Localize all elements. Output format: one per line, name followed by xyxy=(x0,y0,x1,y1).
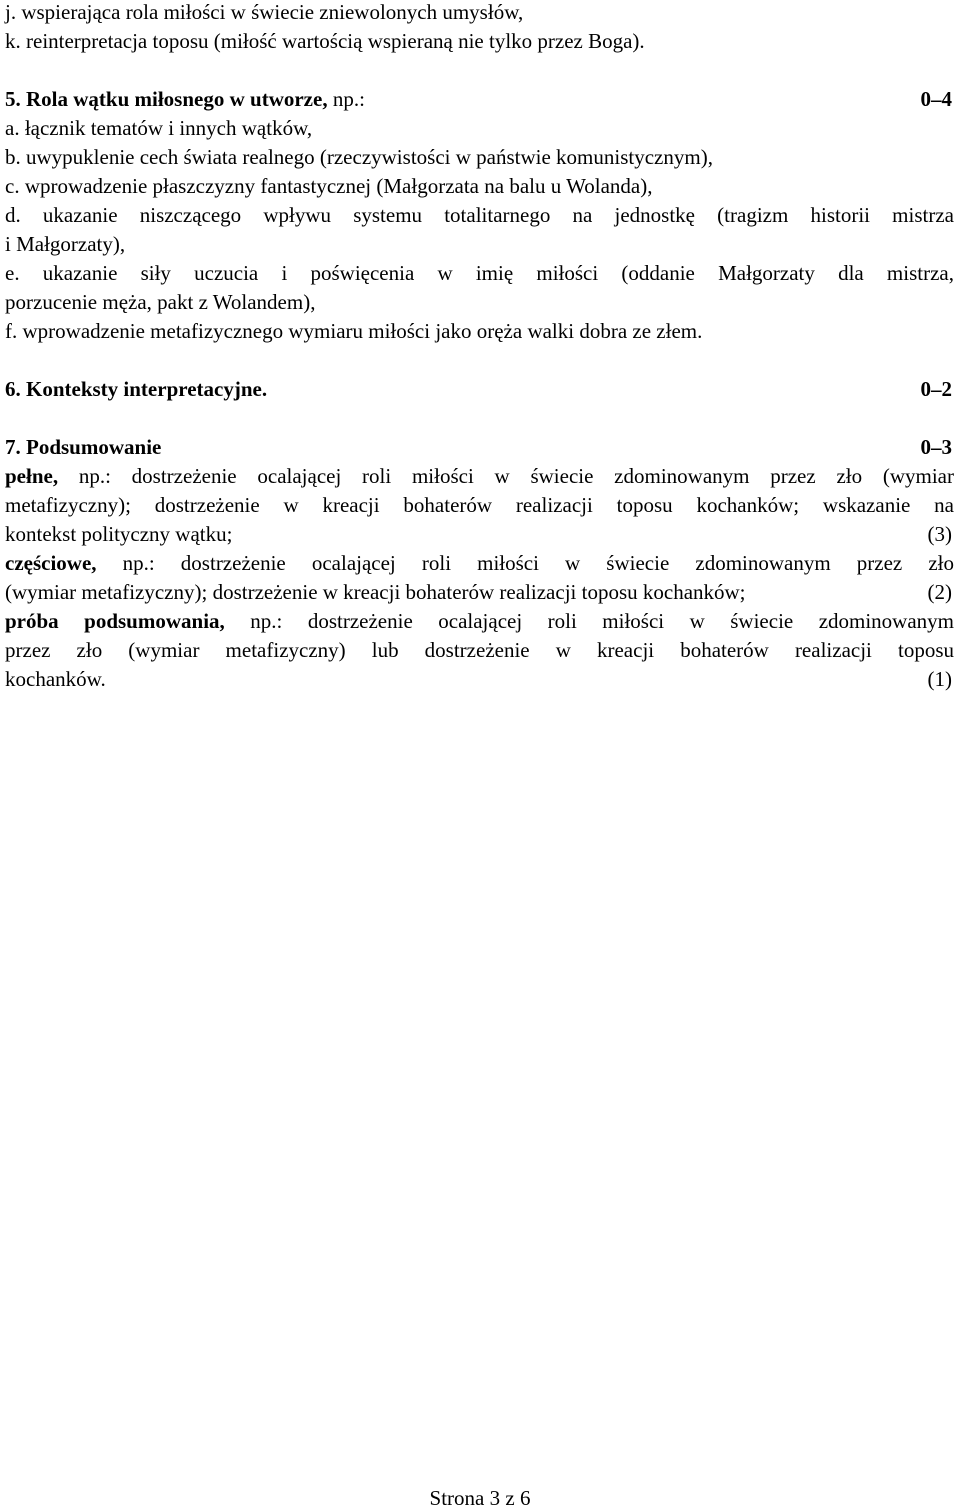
section5-item-d-line1: d. ukazanie niszczącego wpływu systemu totalitarnego na jednostkę (tragizm historii mistrza xyxy=(5,203,954,227)
section7-score-value: 0–3 xyxy=(920,435,952,459)
summary-full-line2: metafizyczny); dostrzeżenie w kreacji bohaterów realizacji toposu kochanków; wskazanie na xyxy=(5,493,954,517)
section5-item-c: c. wprowadzenie płaszczyzny fantastycznej (Małgorzata na balu u Wolanda), xyxy=(5,174,653,198)
section7-score xyxy=(921,435,953,459)
section5-title: 5. Rola wątku miłosnego w utworze, xyxy=(5,87,328,111)
section5-item-e-line2: porzucenie męża, pakt z Wolandem), xyxy=(5,290,316,314)
section5-title-suffix: np.: xyxy=(327,87,365,111)
section5-item-f: f. wprowadzenie metafizycznego wymiaru miłości jako oręża walki dobra ze złem. xyxy=(5,319,703,343)
summary-full-line3: kontekst polityczny wątku; xyxy=(5,522,233,546)
item-j: j. wspierająca rola miłości w świecie zniewolonych umysłów, xyxy=(5,0,524,24)
section5-item-d-line2: i Małgorzaty), xyxy=(5,232,126,256)
summary-partial-label: częściowe, xyxy=(5,551,97,575)
item-k: k. reinterpretacja toposu (miłość wartością wspieraną nie tylko przez Boga). xyxy=(5,29,645,53)
section5-heading xyxy=(5,87,365,111)
summary-full-points: (3) xyxy=(927,522,952,546)
summary-full-text1: np.: dostrzeżenie ocalającej roli miłości w świecie zdominowanym przez zło (wymiar xyxy=(58,464,954,488)
summary-full-label: pełne, xyxy=(5,464,59,488)
summary-attempt-line3: kochanków. xyxy=(5,667,106,691)
section6-score-value: 0–2 xyxy=(920,377,952,401)
section7-title: 7. Podsumowanie xyxy=(5,435,162,459)
summary-partial-line1 xyxy=(5,551,954,575)
summary-full-line1 xyxy=(5,464,954,488)
summary-partial-points: (2) xyxy=(927,580,952,604)
summary-partial-text1: np.: dostrzeżenie ocalającej roli miłości w świecie zdominowanym przez zło xyxy=(96,551,954,575)
summary-attempt-label: próba podsumowania, xyxy=(5,609,225,633)
summary-attempt-text1: np.: dostrzeżenie ocalającej roli miłości w świecie zdominowanym xyxy=(224,609,954,633)
section5-item-e-line1: e. ukazanie siły uczucia i poświęcenia w imię miłości (oddanie Małgorzaty dla mistrza, xyxy=(5,261,954,285)
summary-partial-line2: (wymiar metafizyczny); dostrzeżenie w kreacji bohaterów realizacji toposu kochanków; xyxy=(5,580,746,604)
section5-item-a: a. łącznik tematów i innych wątków, xyxy=(5,116,313,140)
section6-title: 6. Konteksty interpretacyjne. xyxy=(5,377,268,401)
section6-score xyxy=(921,377,953,401)
page-footer: Strona 3 z 6 xyxy=(429,1486,531,1510)
summary-attempt-line2: przez zło (wymiar metafizyczny) lub dostrzeżenie w kreacji bohaterów realizacji toposu xyxy=(5,638,954,662)
section7-heading xyxy=(5,435,161,459)
section5-score xyxy=(921,87,953,111)
section6-heading xyxy=(5,377,267,401)
summary-attempt-line1 xyxy=(5,609,954,633)
section5-score-value: 0–4 xyxy=(920,87,952,111)
section5-item-b: b. uwypuklenie cech świata realnego (rzeczywistości w państwie komunistycznym), xyxy=(5,145,713,169)
summary-attempt-points: (1) xyxy=(927,667,952,691)
